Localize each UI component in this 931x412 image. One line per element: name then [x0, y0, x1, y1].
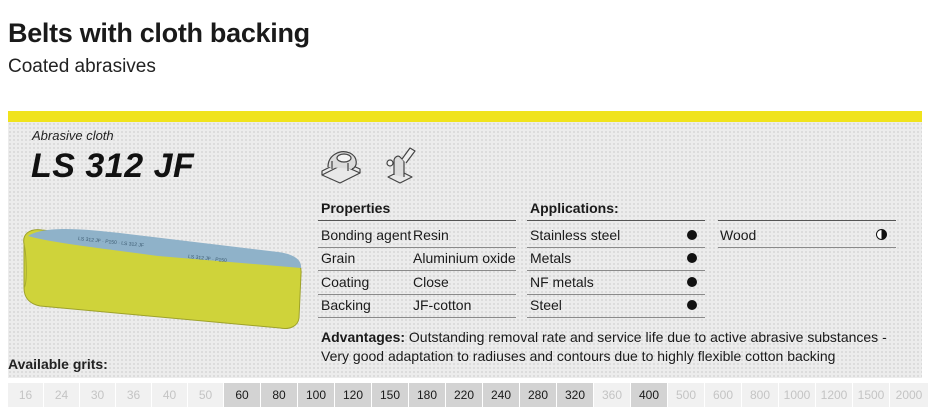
property-value: Close	[413, 274, 449, 290]
grits-row	[8, 383, 922, 407]
row-divider	[527, 247, 705, 248]
property-value: Aluminium oxide	[413, 250, 516, 266]
rating-full-dot	[687, 230, 697, 240]
row-divider	[718, 247, 896, 248]
row-divider	[318, 317, 516, 318]
application-label: Stainless steel	[530, 227, 621, 243]
grit-cell: 280	[520, 383, 556, 407]
row-divider	[527, 294, 705, 295]
properties-heading: Properties	[321, 200, 391, 216]
advantages-body: Outstanding removal rate and service life due to active abrasive substances - Very good adaptation to radiuses and contours due to highly flexible cotton backing	[321, 329, 887, 364]
applications-rule	[527, 220, 705, 221]
grit-cell: 30	[80, 383, 115, 407]
hand-held-belt-grinder-icon	[380, 145, 420, 187]
application-label: Steel	[530, 297, 562, 313]
grit-cell: 1000	[779, 383, 815, 407]
grit-cell: 600	[705, 383, 741, 407]
rating-full-dot	[687, 300, 697, 310]
row-divider	[318, 247, 516, 248]
grit-cell: 150	[372, 383, 408, 407]
applications-heading: Applications:	[530, 200, 619, 216]
property-label: Backing	[321, 297, 371, 313]
grit-cell: 1200	[816, 383, 852, 407]
grit-cell: 60	[224, 383, 260, 407]
grit-cell: 24	[44, 383, 79, 407]
grit-cell: 800	[742, 383, 778, 407]
grit-cell: 50	[188, 383, 223, 407]
row-divider	[527, 270, 705, 271]
grit-cell: 16	[8, 383, 43, 407]
property-label: Coating	[321, 274, 370, 290]
grit-cell: 1500	[853, 383, 889, 407]
belt-grinding-machine-icon	[318, 145, 364, 185]
grit-cell: 120	[335, 383, 371, 407]
property-value: Resin	[413, 227, 449, 243]
property-label: Grain	[321, 250, 356, 266]
row-divider	[318, 294, 516, 295]
grit-cell: 2000	[890, 383, 928, 407]
rating-full-dot	[687, 253, 697, 263]
rating-half-dot	[876, 229, 887, 240]
row-divider	[318, 270, 516, 271]
accent-bar	[8, 111, 922, 122]
grit-cell: 220	[446, 383, 482, 407]
product-name: LS 312 JF	[31, 147, 195, 185]
abrasive-belt-image	[18, 222, 308, 332]
properties-rule	[318, 220, 516, 221]
grits-label: Available grits:	[8, 356, 108, 372]
applications-rule	[718, 220, 896, 221]
product-category: Abrasive cloth	[32, 128, 114, 143]
grit-cell: 360	[594, 383, 630, 407]
grit-cell: 500	[668, 383, 704, 407]
grit-cell: 40	[152, 383, 187, 407]
grit-cell: 320	[557, 383, 593, 407]
grit-cell: 180	[409, 383, 445, 407]
grit-cell: 100	[298, 383, 334, 407]
advantages-text	[321, 328, 901, 366]
svg-text:LS 312 JF · P150 · LS 312: LS 312 JF · P150 · LS 312 JF	[77, 236, 145, 249]
property-value: JF-cotton	[413, 297, 472, 313]
grit-cell: 400	[631, 383, 667, 407]
row-divider	[527, 317, 705, 318]
application-label: Wood	[720, 227, 757, 243]
svg-text:LS 312 JF · P150: LS 312 JF · P150	[187, 254, 228, 265]
application-label: Metals	[530, 250, 572, 266]
page-subtitle: Coated abrasives	[8, 56, 156, 77]
page-title: Belts with cloth backing	[8, 18, 310, 48]
grit-cell: 36	[116, 383, 151, 407]
property-label: Bonding agent	[321, 227, 412, 243]
application-label: NF metals	[530, 274, 594, 290]
advantages-label: Advantages:	[321, 329, 406, 345]
grit-cell: 80	[261, 383, 297, 407]
rating-full-dot	[687, 277, 697, 287]
grit-cell: 240	[483, 383, 519, 407]
